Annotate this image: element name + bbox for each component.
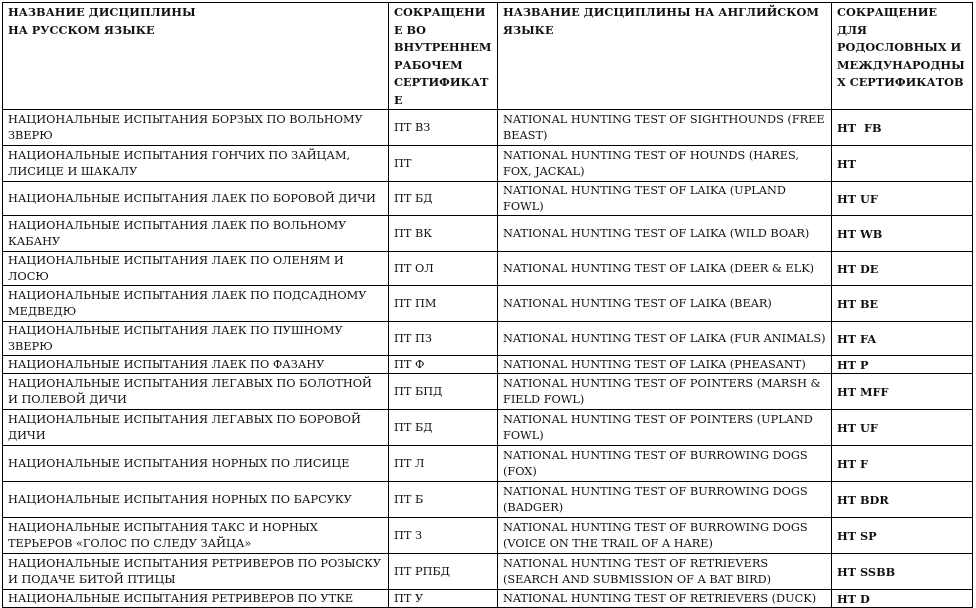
cell-abbr-internal: ПТ ВЗ [389,110,498,146]
cell-abbr-internal: ПТ Л [389,446,498,482]
table-row [3,182,973,216]
cell-abbr-international: HT MFF [832,374,973,410]
header-name-ru: НАЗВАНИЕ ДИСЦИПЛИНЫ НА РУССКОМ ЯЗЫКЕ [3,3,389,110]
cell-abbr-international: HT FA [832,322,973,356]
cell-name-ru: НАЦИОНАЛЬНЫЕ ИСПЫТАНИЯ ЛЕГАВЫХ ПО БОРОВОЙ ДИЧИ [3,410,389,446]
cell-name-ru: НАЦИОНАЛЬНЫЕ ИСПЫТАНИЯ ЛЕГАВЫХ ПО БОЛОТНОЙ И ПОЛЕВОЙ ДИЧИ [3,374,389,410]
cell-name-ru: НАЦИОНАЛЬНЫЕ ИСПЫТАНИЯ РЕТРИВЕРОВ ПО УТКЕ [3,590,389,608]
cell-abbr-internal: ПТ ОЛ [389,252,498,286]
cell-name-en: NATIONAL HUNTING TEST OF BURROWING DOGS (VOICE ON THE TRAIL OF A HARE) [498,518,832,554]
cell-name-en: NATIONAL HUNTING TEST OF BURROWING DOGS (FOX) [498,446,832,482]
cell-name-en: NATIONAL HUNTING TEST OF RETRIEVERS (SEARCH AND SUBMISSION OF A BAT BIRD) [498,554,832,590]
table-body [3,110,973,608]
cell-name-en: NATIONAL HUNTING TEST OF SIGHTHOUNDS (FREE BEAST) [498,110,832,146]
cell-abbr-internal: ПТ РПБД [389,554,498,590]
table-row [3,216,973,252]
cell-name-ru: НАЦИОНАЛЬНЫЕ ИСПЫТАНИЯ НОРНЫХ ПО ЛИСИЦЕ [3,446,389,482]
cell-name-en: NATIONAL HUNTING TEST OF POINTERS (UPLAND FOWL) [498,410,832,446]
cell-name-ru: НАЦИОНАЛЬНЫЕ ИСПЫТАНИЯ ЛАЕК ПО БОРОВОЙ ДИЧИ [3,182,389,216]
cell-name-en: NATIONAL HUNTING TEST OF LAIKA (PHEASANT) [498,356,832,374]
cell-abbr-international: HT WB [832,216,973,252]
cell-abbr-international: HT BDR [832,482,973,518]
cell-name-en: NATIONAL HUNTING TEST OF BURROWING DOGS (BADGER) [498,482,832,518]
cell-name-en: NATIONAL HUNTING TEST OF LAIKA (UPLAND FOWL) [498,182,832,216]
cell-name-ru: НАЦИОНАЛЬНЫЕ ИСПЫТАНИЯ БОРЗЫХ ПО ВОЛЬНОМУ ЗВЕРЮ [3,110,389,146]
cell-abbr-international: HT FB [832,110,973,146]
cell-name-ru: НАЦИОНАЛЬНЫЕ ИСПЫТАНИЯ ГОНЧИХ ПО ЗАЙЦАМ, ЛИСИЦЕ И ШАКАЛУ [3,146,389,182]
table-row [3,110,973,146]
table-row [3,146,973,182]
cell-name-en: NATIONAL HUNTING TEST OF POINTERS (MARSH & FIELD FOWL) [498,374,832,410]
cell-abbr-internal: ПТ БПД [389,374,498,410]
cell-abbr-international: HT BE [832,286,973,322]
cell-name-en: NATIONAL HUNTING TEST OF LAIKA (FUR ANIMALS) [498,322,832,356]
table-row [3,518,973,554]
cell-name-en: NATIONAL HUNTING TEST OF HOUNDS (HARES, FOX, JACKAL) [498,146,832,182]
cell-abbr-internal: ПТ Ф [389,356,498,374]
cell-abbr-internal: ПТ У [389,590,498,608]
table-row [3,410,973,446]
cell-name-ru: НАЦИОНАЛЬНЫЕ ИСПЫТАНИЯ ЛАЕК ПО ВОЛЬНОМУ КАБАНУ [3,216,389,252]
header-name-en: НАЗВАНИЕ ДИСЦИПЛИНЫ НА АНГЛИЙСКОМ ЯЗЫКЕ [498,3,832,110]
cell-abbr-international: HT P [832,356,973,374]
cell-abbr-internal: ПТ БД [389,410,498,446]
cell-abbr-internal: ПТ Б [389,482,498,518]
cell-abbr-international: HT UF [832,182,973,216]
cell-abbr-international: HT D [832,590,973,608]
cell-abbr-international: HT [832,146,973,182]
cell-name-ru: НАЦИОНАЛЬНЫЕ ИСПЫТАНИЯ РЕТРИВЕРОВ ПО РОЗЫСКУ И ПОДАЧЕ БИТОЙ ПТИЦЫ [3,554,389,590]
cell-name-ru: НАЦИОНАЛЬНЫЕ ИСПЫТАНИЯ ТАКС И НОРНЫХ ТЕРЬЕРОВ «ГОЛОС ПО СЛЕДУ ЗАЙЦА» [3,518,389,554]
table-row [3,446,973,482]
cell-abbr-internal: ПТ ПЗ [389,322,498,356]
cell-abbr-international: HT SP [832,518,973,554]
cell-name-ru: НАЦИОНАЛЬНЫЕ ИСПЫТАНИЯ ЛАЕК ПО ПОДСАДНОМУ МЕДВЕДЮ [3,286,389,322]
cell-abbr-international: HT DE [832,252,973,286]
cell-name-ru: НАЦИОНАЛЬНЫЕ ИСПЫТАНИЯ ЛАЕК ПО ПУШНОМУ ЗВЕРЮ [3,322,389,356]
table-row [3,554,973,590]
cell-name-ru: НАЦИОНАЛЬНЫЕ ИСПЫТАНИЯ НОРНЫХ ПО БАРСУКУ [3,482,389,518]
cell-abbr-internal: ПТ ПМ [389,286,498,322]
disciplines-table [2,2,973,608]
cell-abbr-internal: ПТ БД [389,182,498,216]
cell-name-en: NATIONAL HUNTING TEST OF LAIKA (DEER & ELK) [498,252,832,286]
table-row [3,590,973,608]
cell-name-en: NATIONAL HUNTING TEST OF RETRIEVERS (DUCK) [498,590,832,608]
cell-name-ru: НАЦИОНАЛЬНЫЕ ИСПЫТАНИЯ ЛАЕК ПО ФАЗАНУ [3,356,389,374]
cell-name-en: NATIONAL HUNTING TEST OF LAIKA (BEAR) [498,286,832,322]
cell-abbr-international: HT SSBB [832,554,973,590]
cell-name-en: NATIONAL HUNTING TEST OF LAIKA (WILD BOAR) [498,216,832,252]
cell-abbr-internal: ПТ ВК [389,216,498,252]
table-row [3,286,973,322]
table-row [3,252,973,286]
table-row [3,322,973,356]
table-row [3,356,973,374]
cell-name-ru: НАЦИОНАЛЬНЫЕ ИСПЫТАНИЯ ЛАЕК ПО ОЛЕНЯМ И ЛОСЮ [3,252,389,286]
table-row [3,482,973,518]
table-row [3,374,973,410]
header-abbr-internal: СОКРАЩЕНИЕ ВО ВНУТРЕННЕМ РАБОЧЕМ СЕРТИФИКАТЕ [389,3,498,110]
cell-abbr-internal: ПТ З [389,518,498,554]
cell-abbr-international: HT UF [832,410,973,446]
header-abbr-international: СОКРАЩЕНИЕ ДЛЯ РОДОСЛОВНЫХ И МЕЖДУНАРОДНЫХ СЕРТИФИКАТОВ [832,3,973,110]
cell-abbr-international: HT F [832,446,973,482]
cell-abbr-internal: ПТ [389,146,498,182]
header-row [3,3,973,110]
